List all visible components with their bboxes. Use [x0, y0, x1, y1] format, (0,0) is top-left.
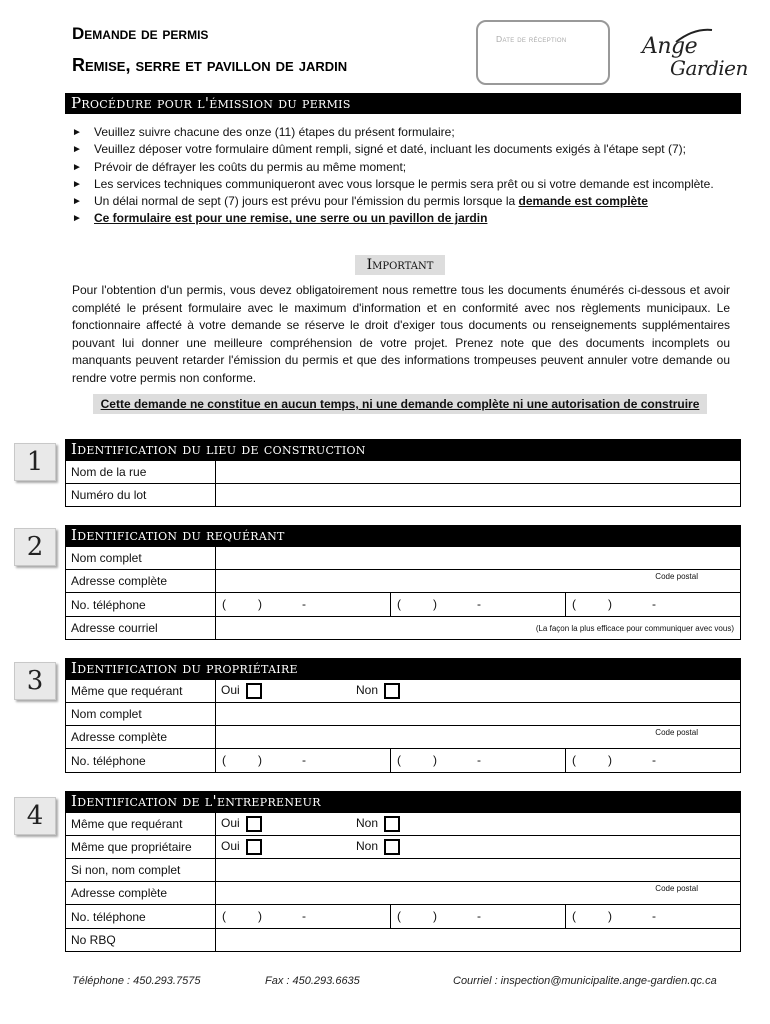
- prop-meme-requerant-oui-checkbox[interactable]: [246, 683, 262, 699]
- proprietaire-telephone-group: [216, 749, 741, 773]
- entrepreneur-adresse-label: Adresse complète: [66, 882, 216, 905]
- section1-table: [65, 460, 741, 507]
- form-subtitle: Remise, serre et pavillon de jardin: [72, 55, 348, 75]
- proprietaire-telephone-label: No. téléphone: [66, 749, 216, 773]
- ange-gardien-logo: [636, 22, 746, 88]
- section-number-4: 4: [14, 797, 56, 835]
- telephone-field-1[interactable]: ( ) -: [222, 597, 306, 611]
- procedure-heading: Procédure pour l'émission du permis: [65, 93, 741, 114]
- entrepreneur-telephone-label: No. téléphone: [66, 905, 216, 929]
- proprietaire-adresse-label: Adresse complète: [66, 726, 216, 749]
- important-note: Cette demande ne constitue en aucun temps, ni une demande complète ni une autorisation de construire: [93, 394, 707, 414]
- code-postal-label: Code postal: [655, 884, 698, 893]
- table-row: [66, 593, 741, 617]
- proprietaire-nom-field[interactable]: [216, 703, 741, 726]
- numero-lot-label: Numéro du lot: [66, 484, 216, 507]
- entrepreneur-telephone-group: [216, 905, 741, 929]
- table-row: [66, 836, 741, 859]
- section-number-2: 2: [14, 528, 56, 566]
- procedure-item: ► Veuillez déposer votre formulaire dûment rempli, signé et daté, incluant les documents exigés à l'étape sept (7);: [72, 141, 734, 158]
- prop-meme-requerant-non-checkbox[interactable]: [384, 683, 400, 699]
- proprietaire-nom-label: Nom complet: [66, 703, 216, 726]
- table-row: [66, 726, 741, 749]
- form-scope-emphasis: Ce formulaire est pour une remise, une serre ou un pavillon de jardin: [94, 211, 488, 226]
- requerant-adresse-label: Adresse complète: [66, 570, 216, 593]
- section3-heading: Identification du propriétaire: [65, 658, 741, 679]
- procedure-list: [72, 124, 734, 228]
- entr-meme-proprietaire-options: Oui Non: [216, 836, 741, 859]
- footer-fax: Fax : 450.293.6635: [265, 975, 360, 987]
- requerant-courriel-label: Adresse courriel: [66, 617, 216, 640]
- entr-meme-proprietaire-label: Même que propriétaire: [66, 836, 216, 859]
- entr-meme-requerant-oui-checkbox[interactable]: [246, 816, 262, 832]
- section3-table: [65, 679, 741, 773]
- nom-rue-field[interactable]: [216, 461, 741, 484]
- procedure-item-text: Un délai normal de sept (7) jours est prévu pour l'émission du permis lorsque la: [94, 194, 519, 209]
- code-postal-label: Code postal: [655, 572, 698, 581]
- important-paragraph: Pour l'obtention d'un permis, vous devez obligatoirement nous remettre tous les documents énumérés ci-dessous et avoir complété le présent formulaire avec le maximum d'information et en conformité avec nos règlements municipaux. Le fonctionnaire affecté à votre demande se réserve le droit d'exiger tous documents ou renseignements supplémentaires pouvant lui donner une meilleure compréhension de votre projet. Prenez note que des documents incomplets ou manquants peuvent retarder l'émission du permis et que des informations trompeuses peuvent annuler votre demande ou rendre votre permis non conforme.: [72, 283, 730, 385]
- entrepreneur-nom-label: Si non, nom complet: [66, 859, 216, 882]
- requerant-nom-label: Nom complet: [66, 547, 216, 570]
- procedure-item: ► Prévoir de défrayer les coûts du permis au même moment;: [72, 159, 734, 176]
- entr-meme-requerant-non-checkbox[interactable]: [384, 816, 400, 832]
- table-row: [66, 703, 741, 726]
- telephone-field-3[interactable]: ( ) -: [565, 905, 740, 928]
- procedure-item: ► Veuillez suivre chacune des onze (11) étapes du présent formulaire;: [72, 124, 734, 141]
- code-postal-label: Code postal: [655, 728, 698, 737]
- table-row: [66, 905, 741, 929]
- requerant-nom-field[interactable]: [216, 547, 741, 570]
- table-row: [66, 929, 741, 952]
- procedure-item: [72, 210, 734, 227]
- table-row: [66, 749, 741, 773]
- section4-heading: Identification de l'entrepreneur: [65, 791, 741, 812]
- table-row: [66, 859, 741, 882]
- numero-lot-field[interactable]: [216, 484, 741, 507]
- entr-meme-proprietaire-non-checkbox[interactable]: [384, 839, 400, 855]
- entr-meme-requerant-options: Oui Non: [216, 813, 741, 836]
- demande-complete-emphasis: demande est complète: [518, 194, 648, 209]
- table-row: [66, 547, 741, 570]
- table-row: [66, 617, 741, 640]
- nom-rue-label: Nom de la rue: [66, 461, 216, 484]
- entr-meme-proprietaire-oui-checkbox[interactable]: [246, 839, 262, 855]
- section-number-1: 1: [14, 443, 56, 481]
- footer-telephone: Téléphone : 450.293.7575: [72, 975, 201, 987]
- table-row: [66, 813, 741, 836]
- requerant-courriel-field[interactable]: [216, 617, 741, 640]
- telephone-field-2[interactable]: ( ) -: [390, 749, 565, 772]
- form-title: Demande de permis: [72, 24, 209, 43]
- table-row: [66, 680, 741, 703]
- table-row: [66, 882, 741, 905]
- telephone-field-3[interactable]: ( ) -: [565, 593, 740, 616]
- proprietaire-adresse-field[interactable]: [216, 726, 741, 749]
- date-reception-label: Date de réception: [496, 34, 567, 44]
- telephone-field-1[interactable]: ( ) -: [222, 909, 306, 923]
- section4-table: [65, 812, 741, 952]
- section1-heading: Identification du lieu de construction: [65, 439, 741, 460]
- footer-courriel[interactable]: Courriel : inspection@municipalite.ange-gardien.qc.ca: [453, 975, 717, 987]
- table-row: [66, 570, 741, 593]
- requerant-telephone-group: [216, 593, 741, 617]
- entrepreneur-nom-field[interactable]: [216, 859, 741, 882]
- telephone-field-1[interactable]: ( ) -: [222, 753, 306, 767]
- section-number-3: 3: [14, 662, 56, 700]
- procedure-item: [72, 193, 734, 210]
- date-reception-box[interactable]: [476, 20, 610, 85]
- telephone-field-2[interactable]: ( ) -: [390, 905, 565, 928]
- entr-meme-requerant-label: Même que requérant: [66, 813, 216, 836]
- courriel-note: (La façon la plus efficace pour communiquer avec vous): [535, 624, 734, 633]
- table-row: [66, 461, 741, 484]
- important-heading: Important: [355, 255, 445, 275]
- table-row: [66, 484, 741, 507]
- logo-text-gardien: Gardien: [670, 56, 748, 80]
- requerant-telephone-label: No. téléphone: [66, 593, 216, 617]
- section2-heading: Identification du requérant: [65, 525, 741, 546]
- procedure-item: ► Les services techniques communiqueront avec vous lorsque le permis sera prêt ou si votre demande est incomplète.: [72, 176, 734, 193]
- requerant-adresse-field[interactable]: [216, 570, 741, 593]
- logo-text-ange: Ange: [642, 34, 698, 59]
- prop-meme-requerant-options: Oui Non: [216, 680, 741, 703]
- rbq-field[interactable]: [216, 929, 741, 952]
- telephone-field-2[interactable]: ( ) -: [390, 593, 565, 616]
- section2-table: [65, 546, 741, 640]
- entrepreneur-adresse-field[interactable]: [216, 882, 741, 905]
- prop-meme-requerant-label: Même que requérant: [66, 680, 216, 703]
- telephone-field-3[interactable]: ( ) -: [565, 749, 740, 772]
- rbq-label: No RBQ: [66, 929, 216, 952]
